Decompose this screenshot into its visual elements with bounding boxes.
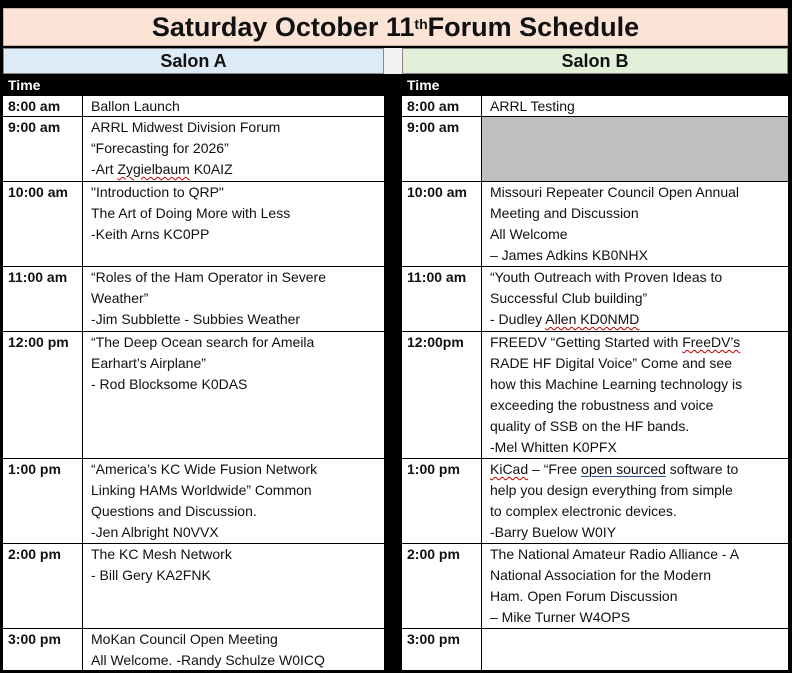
session-line: All Welcome. -Randy Schulze W0ICQ: [91, 652, 325, 668]
time-slot: 12:00 pm: [3, 332, 83, 458]
header-gap: [384, 48, 402, 74]
page-title: [3, 8, 788, 46]
session-line: "Introduction to QRP": [91, 184, 224, 200]
time-slot: 10:00 am: [402, 182, 482, 266]
session-line: -Mel Whitten K0PFX: [490, 439, 617, 455]
session-description: [83, 629, 384, 670]
session-line: Ham. Open Forum Discussion: [490, 588, 678, 604]
session-line: help you design everything from simple: [490, 482, 733, 498]
schedule-row: [402, 116, 788, 181]
session-line: Earhart’s Airplane”: [91, 355, 206, 371]
session-description: [482, 117, 788, 181]
schedule-row: [402, 181, 788, 266]
session-line: The Art of Doing More with Less: [91, 205, 291, 221]
session-description: [83, 117, 384, 181]
session-line: Meeting and Discussion: [490, 205, 639, 221]
session-line: exceeding the robustness and voice: [490, 397, 714, 413]
session-line: – James Adkins KB0NHX: [490, 247, 648, 263]
schedule-row: [3, 116, 384, 181]
session-description: [482, 629, 788, 670]
session-line: Weather”: [91, 290, 149, 306]
session-line: -Keith Arns KC0PP: [91, 226, 210, 242]
session-description: [482, 332, 788, 458]
time-slot: 1:00 pm: [402, 459, 482, 543]
time-slot: 9:00 am: [3, 117, 83, 181]
session-line: FREEDV “Getting Started with FreeDV’s: [490, 334, 741, 350]
session-line: - Dudley Allen KD0NMD: [490, 311, 640, 327]
salon-a-rows: [3, 95, 384, 670]
session-description: [83, 267, 384, 331]
time-column-header: Time: [402, 76, 788, 95]
session-line: how this Machine Learning technology is: [490, 376, 743, 392]
schedule-row: [3, 266, 384, 331]
schedule-row: [3, 181, 384, 266]
schedule-row: [3, 95, 384, 116]
session-line: The KC Mesh Network: [91, 546, 232, 562]
session-line: Missouri Repeater Council Open Annual: [490, 184, 740, 200]
time-slot: 11:00 am: [402, 267, 482, 331]
title-ordinal: th: [414, 16, 428, 32]
time-slot: 10:00 am: [3, 182, 83, 266]
time-slot: 12:00pm: [402, 332, 482, 458]
time-slot: 11:00 am: [3, 267, 83, 331]
session-description: [83, 544, 384, 628]
session-line: to complex electronic devices.: [490, 503, 677, 519]
time-slot: 9:00 am: [402, 117, 482, 181]
session-description: [482, 459, 788, 543]
session-line: quality of SSB on the HF bands.: [490, 418, 690, 434]
schedule-row: [402, 458, 788, 543]
session-description: [83, 459, 384, 543]
time-slot: 8:00 am: [3, 96, 83, 116]
session-line: - Bill Gery KA2FNK: [91, 567, 211, 583]
schedule-row: [402, 331, 788, 458]
schedule-row: [402, 266, 788, 331]
time-slot: 2:00 pm: [3, 544, 83, 628]
session-description: [83, 182, 384, 266]
schedule-row: [402, 628, 788, 670]
session-line: Questions and Discussion.: [91, 503, 257, 519]
salon-a-schedule: [3, 76, 384, 670]
session-line: MoKan Council Open Meeting: [91, 631, 278, 647]
session-line: – Mike Turner W4OPS: [490, 609, 631, 625]
time-slot: 3:00 pm: [3, 629, 83, 670]
session-line: Linking HAMs Worldwide” Common: [91, 482, 312, 498]
time-slot: 3:00 pm: [402, 629, 482, 670]
session-line: All Welcome: [490, 226, 568, 242]
schedule-row: [402, 543, 788, 628]
session-line: -Jim Subblette - Subbies Weather: [91, 311, 301, 327]
session-line: ARRL Testing: [490, 98, 575, 114]
session-line: “America’s KC Wide Fusion Network: [91, 461, 318, 477]
salon-a-header: Salon A: [3, 48, 384, 74]
title-suffix: Forum Schedule: [427, 11, 640, 42]
schedule-row: [3, 543, 384, 628]
schedule-row: [402, 95, 788, 116]
session-line: -Barry Buelow W0IY: [490, 524, 617, 540]
time-slot: 8:00 am: [402, 96, 482, 116]
session-description: [482, 182, 788, 266]
session-line: -Art Zygielbaum K0AIZ: [91, 161, 233, 177]
session-line: The National Amateur Radio Alliance - A: [490, 546, 740, 562]
schedule-row: [3, 628, 384, 670]
session-line: National Association for the Modern: [490, 567, 712, 583]
session-description: [482, 96, 788, 116]
time-slot: 1:00 pm: [3, 459, 83, 543]
session-line: “Forecasting for 2026”: [91, 140, 229, 156]
session-line: RADE HF Digital Voice” Come and see: [490, 355, 732, 371]
session-description: [482, 267, 788, 331]
session-line: ARRL Midwest Division Forum: [91, 119, 281, 135]
session-line: “The Deep Ocean search for Ameila: [91, 334, 315, 350]
session-line: Ballon Launch: [91, 98, 180, 114]
session-line: - Rod Blocksome K0DAS: [91, 376, 248, 392]
session-description: [482, 544, 788, 628]
schedule-row: [3, 458, 384, 543]
session-description: [83, 332, 384, 458]
session-line: KiCad – “Free open sourced software to: [490, 461, 739, 477]
schedule-row: [3, 331, 384, 458]
session-line: -Jen Albright N0VVX: [91, 524, 219, 540]
title-prefix: Saturday October 11: [151, 11, 415, 42]
time-column-header: Time: [3, 76, 384, 95]
session-line: “Roles of the Ham Operator in Severe: [91, 269, 326, 285]
salon-b-header: Salon B: [402, 48, 788, 74]
session-description: [83, 96, 384, 116]
time-slot: 2:00 pm: [402, 544, 482, 628]
session-line: Successful Club building”: [490, 290, 648, 306]
salon-b-schedule: [402, 76, 788, 670]
session-line: “Youth Outreach with Proven Ideas to: [490, 269, 723, 285]
salon-b-rows: [402, 95, 788, 670]
